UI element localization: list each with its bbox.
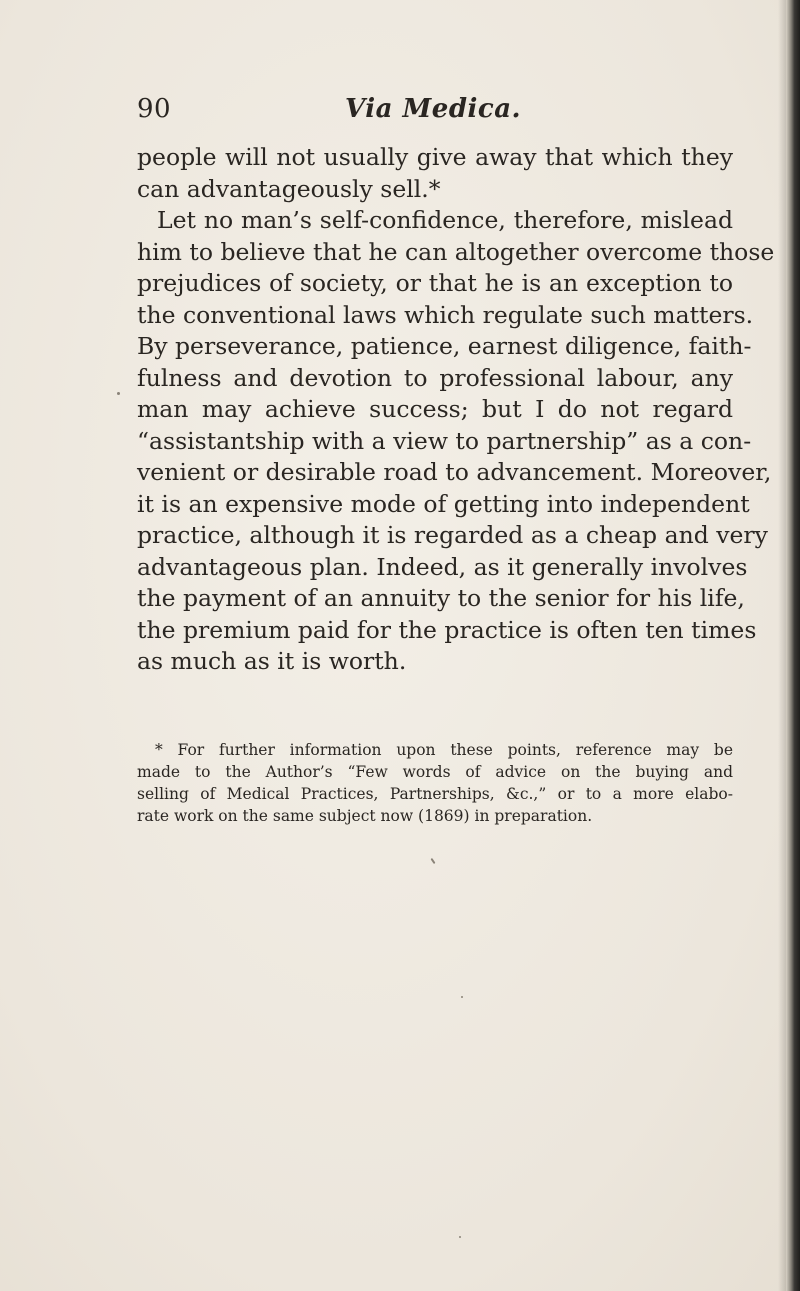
paper-speck bbox=[117, 392, 120, 395]
text-line: advantageous plan. Indeed, as it generally involves bbox=[137, 552, 748, 581]
text-line: prejudices of society, or that he is an exception to bbox=[137, 269, 733, 297]
text-line: people will not usually give away that which they bbox=[137, 143, 733, 171]
page-header bbox=[137, 94, 697, 134]
text-line: the conventional laws which regulate such matters. bbox=[137, 300, 754, 329]
text-line: fulness and devotion to professional labour, any bbox=[137, 363, 733, 392]
paper-speck bbox=[459, 1236, 461, 1238]
footnote bbox=[137, 739, 733, 827]
book-spine-edge bbox=[786, 0, 800, 1291]
footnote-line: rate work on the same subject now (1869) in preparation. bbox=[137, 807, 593, 825]
footnote-line: made to the Author’s “Few words of advice on the buying and bbox=[137, 763, 733, 781]
text-line: him to believe that he can altogether overcome those bbox=[137, 237, 775, 266]
running-title: Via Medica. bbox=[345, 94, 522, 124]
text-line: the premium paid for the practice is often ten times bbox=[137, 615, 757, 644]
footnote-line: selling of Medical Practices, Partnerships, &c.,” or to a more elabo- bbox=[137, 785, 733, 803]
text-line: venient or desirable road to advancement. Moreover, bbox=[137, 458, 772, 486]
text-line: man may achieve success; but I do not regard bbox=[137, 395, 733, 423]
text-line: practice, although it is regarded as a cheap and very bbox=[137, 521, 768, 549]
footnote-line: * For further information upon these points, reference may be bbox=[155, 741, 733, 759]
page-number: 90 bbox=[137, 94, 172, 124]
paper-speck bbox=[461, 996, 463, 998]
paper-speck bbox=[430, 858, 435, 864]
text-line: it is an expensive mode of getting into independent bbox=[137, 489, 750, 518]
text-line: “assistantship with a view to partnership” as a con- bbox=[137, 426, 752, 455]
text-line: Let no man’s self-confidence, therefore, mislead bbox=[157, 206, 733, 234]
body-text bbox=[137, 142, 775, 678]
text-line: the payment of an annuity to the senior for his life, bbox=[137, 584, 745, 612]
text-line: can advantageously sell.* bbox=[137, 174, 441, 203]
text-line: By perseverance, patience, earnest diligence, faith- bbox=[137, 332, 752, 360]
text-line: as much as it is worth. bbox=[137, 647, 407, 675]
